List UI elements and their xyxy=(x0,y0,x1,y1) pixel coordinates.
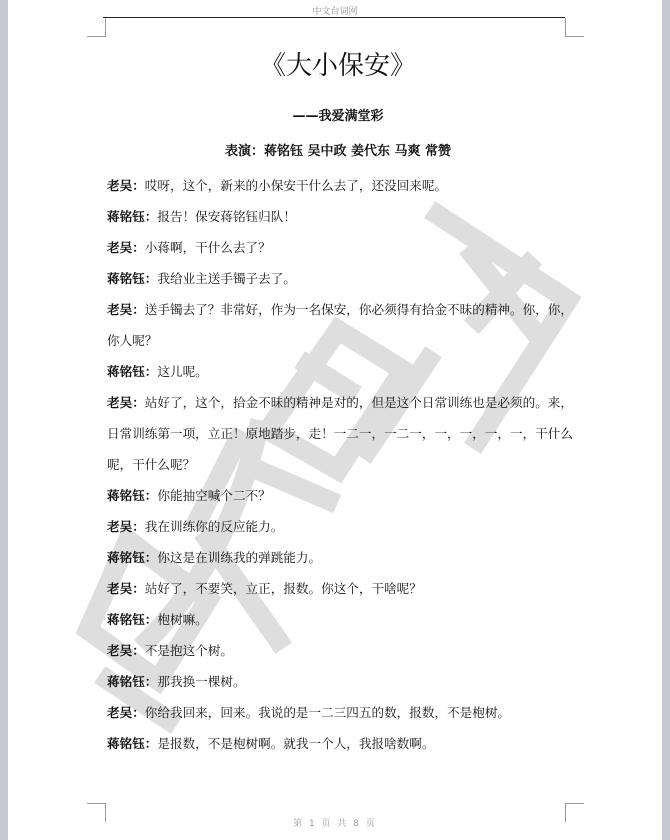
dialogue-line xyxy=(107,356,577,387)
speaker-name: 蒋铭钰： xyxy=(107,736,158,751)
dialogue-text: 我给业主送手镯子去了。 xyxy=(157,271,296,286)
dialogue-text: 我在训练你的反应能力。 xyxy=(144,519,284,534)
dialogue-line xyxy=(107,294,577,356)
document-title: 《大小保安》 xyxy=(259,51,416,81)
speaker-name: 蒋铭钰： xyxy=(107,612,158,627)
speaker-name: 蒋铭钰： xyxy=(107,364,158,379)
header-site-name: 中文台词网 xyxy=(312,7,358,17)
dialogue-line xyxy=(107,666,577,697)
dialogue-line xyxy=(107,697,577,728)
dialogue-line xyxy=(107,511,577,542)
speaker-name: 蒋铭钰： xyxy=(107,209,158,224)
dialogue-text: 哎呀，这个，新来的小保安干什么去了，还没回来呢。 xyxy=(144,178,448,193)
speaker-name: 蒋铭钰： xyxy=(107,488,158,503)
cast-list: 表演：蒋铭钰 吴中政 姜代东 马爽 常赞 xyxy=(224,144,452,159)
document-page xyxy=(8,0,662,840)
dialogue-line xyxy=(107,480,577,511)
speaker-name: 蒋铭钰： xyxy=(107,271,158,286)
dialogue-text: 这儿呢。 xyxy=(157,364,208,379)
speaker-name: 老吴： xyxy=(107,302,145,317)
speaker-name: 老吴： xyxy=(107,643,145,658)
dialogue-text: 报告！保安蒋铭钰归队！ xyxy=(157,209,296,224)
speaker-name: 老吴： xyxy=(107,519,145,534)
speaker-name: 蒋铭钰： xyxy=(107,674,158,689)
dialogue-line xyxy=(107,573,577,604)
page-number: 第 1 页 共 8 页 xyxy=(293,819,377,829)
document-subtitle: ——我爱满堂彩 xyxy=(292,109,384,124)
speaker-name: 老吴： xyxy=(107,240,145,255)
dialogue-text: 小蒋啊，干什么去了？ xyxy=(144,240,271,255)
speaker-name: 老吴： xyxy=(107,395,145,410)
dialogue-line xyxy=(107,232,577,263)
dialogue-text: 你能抽空喊个二不？ xyxy=(157,488,271,503)
dialogue-text: 你给我回来，回来。我说的是一二三四五的数，报数，不是枹树。 xyxy=(144,705,510,720)
dialogue xyxy=(107,170,577,759)
dialogue-text: 不是抱这个树。 xyxy=(144,643,233,658)
dialogue-text: 是报数，不是枹树啊。就我一个人，我报啥数啊。 xyxy=(157,736,435,751)
dialogue-line xyxy=(107,201,577,232)
dialogue-text: 站好了，不要笑，立正，报数。你这个，干啥呢？ xyxy=(144,581,422,596)
dialogue-text: 你这是在训练我的弹跳能力。 xyxy=(157,550,322,565)
dialogue-line xyxy=(107,263,577,294)
dialogue-text: 枹树嘛。 xyxy=(157,612,208,627)
dialogue-text: 站好了，这个，拾金不昧的精神是对的，但是这个日常训练也是必须的。来，日常训练第一项，立正！原地踏步，走！一二一，一二一，一，一，一，一，干什么呢，干什么呢？ xyxy=(107,395,573,472)
dialogue-text: 那我换一棵树。 xyxy=(157,674,246,689)
dialogue-line xyxy=(107,387,577,480)
speaker-name: 蒋铭钰： xyxy=(107,550,158,565)
dialogue-line xyxy=(107,635,577,666)
speaker-name: 老吴： xyxy=(107,705,145,720)
speaker-name: 老吴： xyxy=(107,178,145,193)
dialogue-line xyxy=(107,728,577,759)
dialogue-text: 送手镯去了？非常好，作为一名保安，你必须得有拾金不昧的精神。你，你，你人呢？ xyxy=(107,302,573,348)
dialogue-line xyxy=(107,604,577,635)
dialogue-line xyxy=(107,542,577,573)
dialogue-line xyxy=(107,170,577,201)
speaker-name: 老吴： xyxy=(107,581,145,596)
